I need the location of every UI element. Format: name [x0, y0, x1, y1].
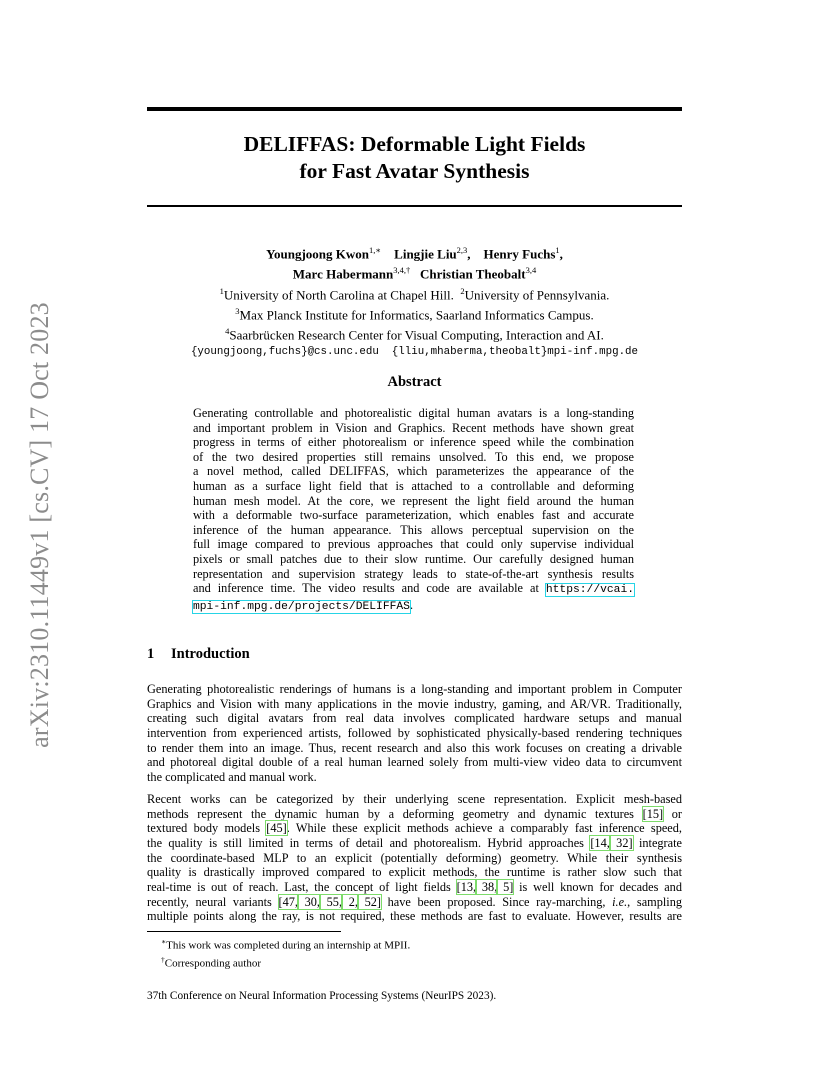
abstract-line: of the two desired properties still remains unsolved. To this end, we propose — [193, 449, 634, 464]
paragraph-line: Recent works can be categorized by their underlying scene representation. Explicit mesh-based — [147, 792, 682, 806]
affiliation-line-3: $^4$Saarbrücken Research Center for Visual Computing, Interaction and AI. — [225, 326, 604, 343]
affiliation-upenn: University of Pennsylvania. — [464, 286, 610, 302]
citation-link[interactable]: [13, — [456, 879, 477, 894]
section-number: 1 — [147, 646, 155, 662]
paragraph-line: Graphics and Vision with many applications in the movie industry, gaming, and AR/VR. Traditionally, — [147, 696, 682, 711]
paragraph-line: the coordinate-based MLP to an explicit (potentially deforming) geometry. While their synthesis — [147, 850, 682, 865]
abstract-line: and important problem in Vision and Graphics. Recent methods have shown great — [193, 420, 634, 435]
footnotes — [147, 935, 410, 971]
section-title: Introduction — [171, 646, 250, 662]
project-url-link-continued[interactable]: mpi-inf.mpg.de/projects/DELIFFAS — [193, 600, 410, 613]
citation-link[interactable]: [45] — [266, 821, 287, 836]
intro-paragraph-1 — [147, 682, 682, 785]
abstract-body — [193, 406, 634, 614]
author-affiliation-mark: 3,4 — [525, 265, 537, 276]
intro-paragraph-2 — [147, 792, 682, 924]
citation-link[interactable]: 2, — [342, 894, 358, 909]
footnote-corresponding: †Corresponding author — [161, 955, 261, 970]
citation-link[interactable]: 30, — [297, 894, 320, 909]
affiliation-mpi: Max Planck Institute for Informatics, Saarland Informatics Campus. — [239, 307, 594, 323]
paragraph-line: real-time is out of reach. Last, the concept of light fields [13, 38, 5] is well known for decades and — [147, 879, 682, 894]
footnote-rule — [147, 931, 341, 932]
section-heading — [147, 646, 250, 663]
citation-link[interactable]: 52] — [357, 894, 381, 909]
paragraph-line: textured body models [45]. While these explicit methods achieve a comparably fast inference speed, — [147, 821, 682, 836]
abstract-line: Generating controllable and photorealistic digital human avatars is a long-standing — [193, 406, 634, 420]
project-url-link[interactable]: https://vcai. — [545, 584, 635, 597]
author-name: Marc Habermann — [292, 266, 394, 282]
title-top-rule — [147, 107, 682, 111]
citation-link[interactable]: 32] — [609, 835, 633, 850]
citation-link[interactable]: [47, — [278, 894, 298, 909]
citation-link[interactable]: 5] — [497, 879, 514, 894]
abstract-line: full image compared to previous approaches that could only supervise individual — [193, 537, 634, 552]
citation-link[interactable]: [15] — [642, 806, 664, 821]
paragraph-line: to render them into an image. Thus, recent research and also this work focuses on creating a drivable — [147, 740, 682, 755]
author-affiliation-mark: 1 — [555, 245, 560, 255]
paragraph-line: the complicated and manual work. — [147, 769, 317, 784]
paper-title — [147, 131, 682, 185]
author-name: Youngjoong Kwon — [266, 246, 370, 262]
abstract-line: pixels or small patches due to their slow runtime. Our carefully designed human — [193, 551, 634, 566]
author-block — [147, 242, 682, 360]
title-line-2: for Fast Avatar Synthesis — [299, 159, 530, 183]
abstract-line: progress in terms of either photorealism or inference speed while the combination — [193, 435, 634, 450]
paragraph-line: Generating photorealistic renderings of humans is a long-standing and important problem in Computer — [147, 682, 682, 696]
affiliation-unc: University of North Carolina at Chapel Hill. — [223, 286, 454, 302]
paragraph-line: intervention from experienced artists, followed by sophisticated physically-based rendering techniques — [147, 725, 682, 740]
abstract-line: human as a surface light field that is attached to a controllable and deforming — [193, 478, 634, 493]
abstract-line: and inference time. The video results and code are available at https://vcai. — [193, 581, 635, 597]
citation-link[interactable]: 55, — [320, 894, 343, 909]
citation-link[interactable]: [14, — [590, 835, 610, 850]
author-name: Henry Fuchs — [483, 246, 556, 262]
paragraph-line: the quality is still limited in terms of detail and photorealism. Hybrid approaches [14, 32] integrate — [147, 835, 682, 850]
affiliation-vcai: Saarbrücken Research Center for Visual Computing, Interaction and AI. — [229, 327, 604, 343]
arxiv-identifier-stamp: arXiv:2310.11449v1 [cs.CV] 17 Oct 2023 — [25, 302, 54, 748]
author-name: Lingjie Liu — [394, 246, 457, 262]
title-line-1: DELIFFAS: Deformable Light Fields — [243, 132, 586, 156]
abstract-line: human mesh model. At the core, we represent the light field around the human — [193, 493, 634, 508]
footnote-internship: ∗This work was completed during an internship at MPII. — [161, 937, 411, 952]
affiliation-line-1: $^1$University of North Carolina at Chapel Hill. $^2$University of Pennsylvania. — [219, 285, 610, 302]
abstract-heading: Abstract — [387, 374, 442, 390]
author-emails: {youngjoong,fuchs}@cs.unc.edu {lliu,mhaberma,theobalt}mpi-inf.mpg.de — [190, 345, 639, 358]
abstract-line: a novel method, called DELIFFAS, which parameterizes the appearance of the — [193, 464, 634, 479]
abstract-line: mpi-inf.mpg.de/projects/DELIFFAS. — [193, 597, 414, 613]
author-affiliation-mark: 2,3 — [456, 245, 468, 255]
author-line-1: Youngjoong Kwon$^{1,∗}$ Lingjie Liu$^{2,3}$, Henry Fuchs$^1$, — [266, 245, 563, 262]
citation-link[interactable]: 38, — [476, 879, 498, 894]
title-bottom-rule — [147, 205, 682, 207]
author-affiliation-mark: 3,4,† — [393, 265, 411, 276]
paragraph-line: and photoreal digital double of a real human learned solely from multi-view video data to circumvent — [147, 755, 682, 770]
abstract-line: with a deformable two-surface parameterization, which enables fast and accurate — [193, 508, 634, 523]
affiliation-line-2: $^3$Max Planck Institute for Informatics, Saarland Informatics Campus. — [235, 305, 594, 323]
conference-note: 37th Conference on Neural Information Processing Systems (NeurIPS 2023). — [147, 990, 497, 1002]
paragraph-line: methods represent the dynamic human by a deforming geometry and dynamic textures [15] or — [147, 806, 683, 821]
author-affiliation-mark: 1,∗ — [369, 245, 382, 255]
paragraph-line: multiple points along the ray, is not required, these methods are fast to evaluate. However, results are — [147, 909, 682, 924]
abstract-line: inference of the human appearance. This allows perceptual supervision on the — [193, 522, 634, 537]
paragraph-line: recently, neural variants [47, 30, 55, 2, 52] have been proposed. Since ray-marching, i.e., sampling — [147, 894, 682, 909]
paragraph-line: creating such digital avatars from real data involves complicated hardware setups and manual — [147, 711, 682, 726]
paragraph-line: quality is drastically improved compared to explicit methods, the runtime is rather slow such that — [147, 865, 682, 880]
author-name: Christian Theobalt — [420, 266, 526, 282]
abstract-line: representation and supervision strategy leads to state-of-the-art synthesis results — [193, 566, 634, 581]
author-line-2 — [147, 262, 682, 282]
